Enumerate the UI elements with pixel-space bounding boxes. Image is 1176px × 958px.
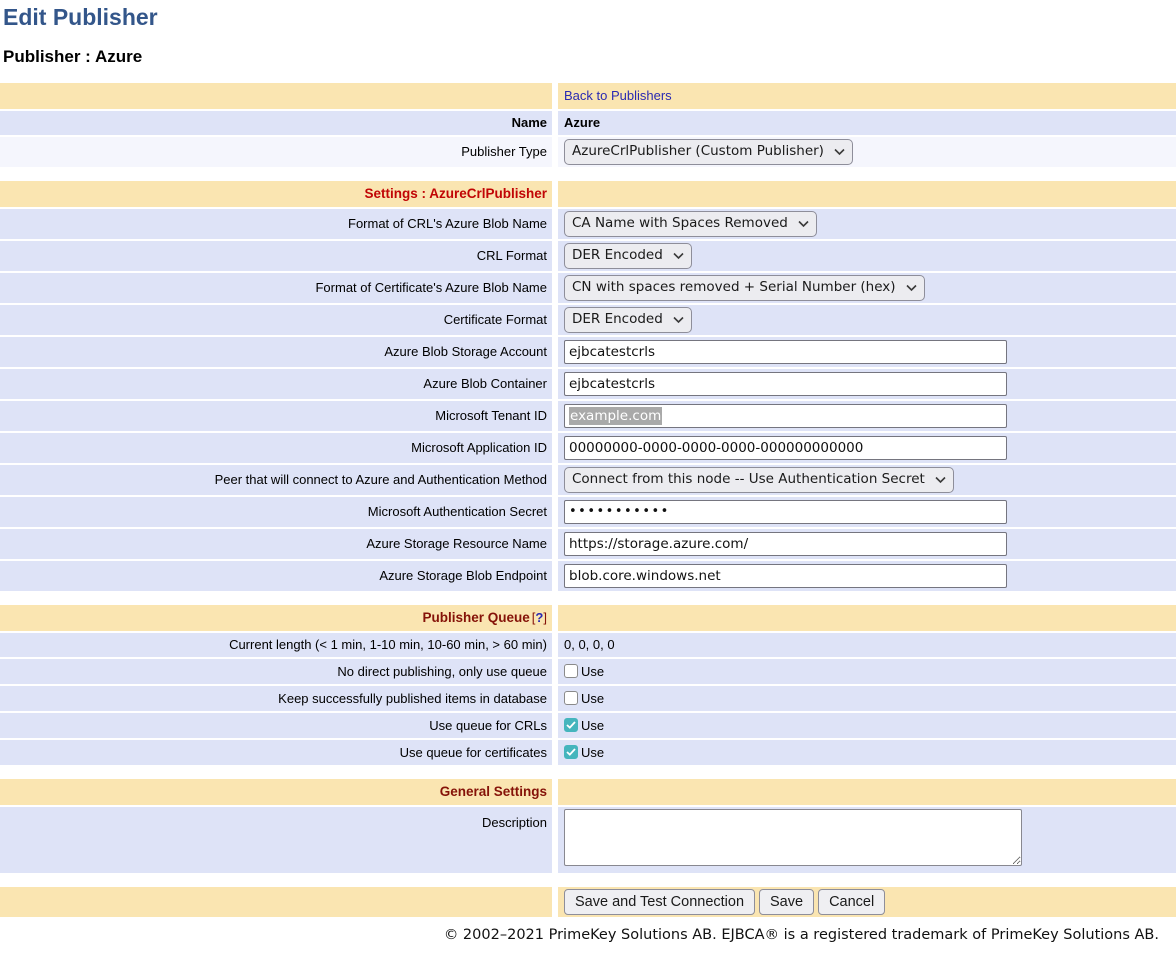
general-settings-header: General Settings <box>0 779 552 805</box>
publisher-top-table <box>0 83 1176 167</box>
cert-blob-name-format-select[interactable] <box>564 275 925 301</box>
certificate-format-select[interactable] <box>564 307 692 333</box>
storage-resource-name-cell <box>558 529 1176 559</box>
queue-certs-cell <box>558 740 1176 765</box>
publisher-type-select[interactable] <box>564 139 853 165</box>
only-queue-use-label: Use <box>581 663 605 679</box>
keep-published-label: Keep successfully published items in database <box>0 686 552 711</box>
auth-secret-cell <box>558 497 1176 527</box>
cert-blob-name-format-label: Format of Certificate's Azure Blob Name <box>0 273 552 303</box>
save-and-test-button[interactable]: Save and Test Connection <box>564 889 755 915</box>
storage-account-label: Azure Blob Storage Account <box>0 337 552 367</box>
tenant-id-label: Microsoft Tenant ID <box>0 401 552 431</box>
peer-auth-method-cell <box>558 465 1176 495</box>
cert-blob-name-format-cell <box>558 273 1176 303</box>
settings-header-right-cell <box>558 181 1176 207</box>
only-queue-cell <box>558 659 1176 684</box>
description-textarea[interactable] <box>564 809 1022 866</box>
keep-published-checkbox[interactable] <box>564 691 578 705</box>
storage-resource-name-label: Azure Storage Resource Name <box>0 529 552 559</box>
peer-auth-method-select[interactable] <box>564 467 954 493</box>
publisher-name-value: Azure <box>558 111 1176 135</box>
only-queue-checkbox[interactable] <box>564 664 578 678</box>
publisher-type-cell <box>558 137 1176 167</box>
keep-published-cell <box>558 686 1176 711</box>
application-id-label: Microsoft Application ID <box>0 433 552 463</box>
publisher-queue-help-link[interactable]: ? <box>535 610 544 626</box>
top-header-right-cell <box>558 83 1176 109</box>
general-settings-table <box>0 779 1176 873</box>
actions-left-cell <box>0 887 552 917</box>
queue-certs-use-label: Use <box>581 744 605 760</box>
publisher-queue-header-cell <box>0 605 552 631</box>
queue-length-label: Current length (< 1 min, 1-10 min, 10-60 min, > 60 min) <box>0 633 552 657</box>
publisher-subtitle: Publisher : Azure <box>3 46 143 66</box>
application-id-input[interactable] <box>564 436 1007 460</box>
footer-copyright: © 2002–2021 PrimeKey Solutions AB. EJBCA® is a registered trademark of PrimeKey Solutions AB. <box>443 926 1159 943</box>
blob-container-input[interactable] <box>564 372 1007 396</box>
name-label: Name <box>0 111 552 135</box>
tenant-id-selected-text: example.com <box>570 407 662 424</box>
only-queue-label: No direct publishing, only use queue <box>0 659 552 684</box>
blob-container-label: Azure Blob Container <box>0 369 552 399</box>
actions-cell <box>558 887 1176 917</box>
auth-secret-input[interactable] <box>564 500 1007 524</box>
auth-secret-label: Microsoft Authentication Secret <box>0 497 552 527</box>
certificate-format-cell <box>558 305 1176 335</box>
publisher-queue-table <box>0 605 1176 765</box>
queue-crls-cell <box>558 713 1176 738</box>
blob-endpoint-input[interactable] <box>564 564 1007 588</box>
description-cell <box>558 807 1176 873</box>
crl-format-select[interactable] <box>564 243 692 269</box>
blob-endpoint-cell <box>558 561 1176 591</box>
tenant-id-cell <box>558 401 1176 431</box>
storage-account-cell <box>558 337 1176 367</box>
blob-endpoint-label: Azure Storage Blob Endpoint <box>0 561 552 591</box>
cancel-button[interactable]: Cancel <box>818 889 885 915</box>
general-settings-header-right-cell <box>558 779 1176 805</box>
crl-format-cell <box>558 241 1176 271</box>
settings-table <box>0 181 1176 591</box>
crl-blob-name-format-label: Format of CRL's Azure Blob Name <box>0 209 552 239</box>
blob-container-cell <box>558 369 1176 399</box>
publisher-type-label: Publisher Type <box>0 137 552 167</box>
publisher-queue-header: Publisher Queue <box>422 610 530 626</box>
page-title: Edit Publisher <box>3 4 158 30</box>
back-to-publishers-link[interactable]: Back to Publishers <box>564 88 672 104</box>
help-bracket-close: ] <box>543 610 547 626</box>
top-header-left-cell <box>0 83 552 109</box>
save-button[interactable]: Save <box>759 889 814 915</box>
queue-crls-use-label: Use <box>581 717 605 733</box>
queue-length-value: 0, 0, 0, 0 <box>558 633 1176 657</box>
storage-account-input[interactable] <box>564 340 1007 364</box>
crl-format-label: CRL Format <box>0 241 552 271</box>
crl-blob-name-format-select[interactable] <box>564 211 817 237</box>
crl-blob-name-format-cell <box>558 209 1176 239</box>
queue-crls-checkbox[interactable] <box>564 718 578 732</box>
actions-table <box>0 887 1176 917</box>
queue-certs-label: Use queue for certificates <box>0 740 552 765</box>
queue-crls-label: Use queue for CRLs <box>0 713 552 738</box>
application-id-cell <box>558 433 1176 463</box>
help-bracket-open: [ <box>531 610 536 626</box>
tenant-id-input[interactable] <box>564 404 1007 428</box>
peer-auth-method-label: Peer that will connect to Azure and Authentication Method <box>0 465 552 495</box>
queue-certs-checkbox[interactable] <box>564 745 578 759</box>
certificate-format-label: Certificate Format <box>0 305 552 335</box>
keep-published-use-label: Use <box>581 690 605 706</box>
publisher-queue-header-right-cell <box>558 605 1176 631</box>
storage-resource-name-input[interactable] <box>564 532 1007 556</box>
description-label: Description <box>0 807 552 873</box>
settings-header: Settings : AzureCrlPublisher <box>0 181 552 207</box>
